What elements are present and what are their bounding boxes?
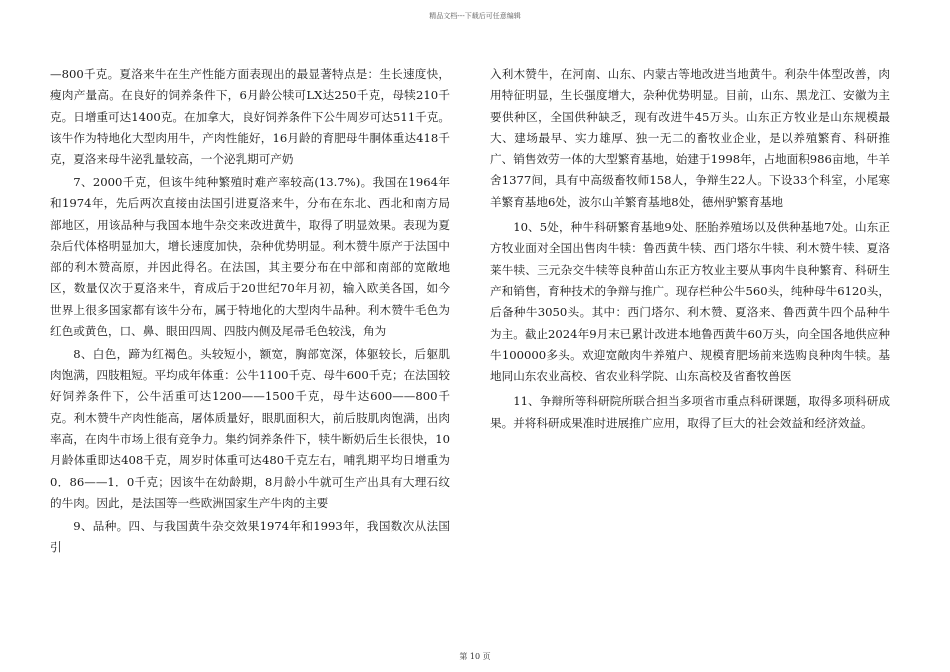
paragraph: 9、品种。四、与我国黄牛杂交效果1974年和1993年，我国数次从法国引 — [50, 518, 450, 555]
paragraph: 10、5处，种牛科研繁育基地9处、胚胎养殖场以及供种基地7处。山东正方牧业面对全国出售肉牛犊：鲁西黄牛犊、西门塔尔牛犊、利木赞牛犊、夏洛莱牛犊、三元杂交牛犊等良种苗山东正方牧业主要从事肉牛良种繁育、科研生产和销售，育种技术的争辩与推广。现存栏种公牛560头，纯种母牛6120头，后备种牛3050头。其中：西门塔尔、利木赞、夏洛来、鲁西黄牛四个品种牛为主。截止2024年9月末已累计改进本地鲁西黄牛60万头，向全国各地供应种牛100000多头。欢迎宽敞肉牛养殖户、规模育肥场前来选购良种肉牛犊。基地同山东农业高校、省农业科学院、山东高校及省畜牧兽医 — [490, 220, 890, 384]
paragraph: 7、2000千克，但该牛纯种繁殖时难产率较高(13.7%)。我国在1964年和1974年，先后两次直接由法国引进夏洛来牛，分布在东北、西北和南方局部地区，用该品种与我国本地牛杂交来改进黄牛，取得了明显效果。表现为夏杂后代体格明显加大，增长速度加快，杂种优势明显。利木赞牛原产于法国中部的利木赞高原，并因此得名。在法国，其主要分布在中部和南部的宽敞地区，数量仅次于夏洛来牛，育成后于20世纪70年月初，输入欧美各国，如今世界上很多国家都有该牛分布，属于特地化的大型肉牛品种。利木赞牛毛色为红色或黄色，口、鼻、眼田四周、四肢内侧及尾帚毛色较浅，角为 — [50, 174, 450, 339]
left-column — [50, 64, 450, 560]
page-number: 第 10 页 — [459, 652, 491, 661]
page-header: 精品文档---下载后可任意编辑 — [429, 12, 521, 20]
paragraph: —800千克。夏洛来牛在生产性能方面表现出的最显著特点是：生长速度快，瘦肉产量高。在良好的饲养条件下，6月龄公犊可LX达250千克，母犊210千克。日增重可达1400克。在加拿大，良好饲养条件下公牛周岁可达511千克。该牛作为特地化大型肉用牛，产肉性能好，16月龄的育肥母牛胴体重达418千克，夏洛来母牛泌乳量较高，一个泌乳期可产奶 — [50, 67, 450, 167]
right-column — [490, 64, 890, 438]
paragraph: 8、白色，蹄为红褐色。头较短小，额宽，胸部宽深，体躯较长，后躯肌肉饱满，四肢粗短。平均成年体重：公牛1100千克、母牛600千克；在法国较好饲养条件下，公牛活重可达1200——1500千克，母牛达600——800千克。利木赞牛产肉性能高，屠体质量好，眼肌面积大，前后肢肌肉饱满，出肉率高，在肉牛市场上很有竞争力。集约饲养条件下，犊牛断奶后生长很快，10月龄体重即达408千克，周岁时体重可达480千克左右，哺乳期平均日增重为0．86——1．0千克；因该牛在幼龄期，8月龄小牛就可生产出具有大理石纹的牛肉。因此，是法国等一些欧洲国家生产牛肉的主要 — [50, 346, 450, 510]
paragraph: 入利木赞牛，在河南、山东、内蒙古等地改进当地黄牛。利杂牛体型改善，肉用特征明显，生长强度增大，杂种优势明显。目前，山东、黑龙江、安徽为主要供种区，全国供种缺乏，现有改进牛45万头。山东正方牧业是山东规模最大、建场最早、实力雄厚、独一无二的畜牧业企业，是以养殖繁育、科研推广、销售效劳一体的大型繁育基地，始建于1998年，占地面积986亩地，牛羊舍1377间，具有中高级畜牧师158人，争辩生22人。下设33个科室，小尾寒羊繁育基地6处，波尔山羊繁育基地8处，德州驴繁育基地 — [490, 67, 890, 209]
paragraph: 11、争辩所等科研院所联合担当多项省市重点科研课题，取得多项科研成果。并将科研成果准时进展推广应用，取得了巨大的社会效益和经济效益。 — [490, 394, 890, 430]
